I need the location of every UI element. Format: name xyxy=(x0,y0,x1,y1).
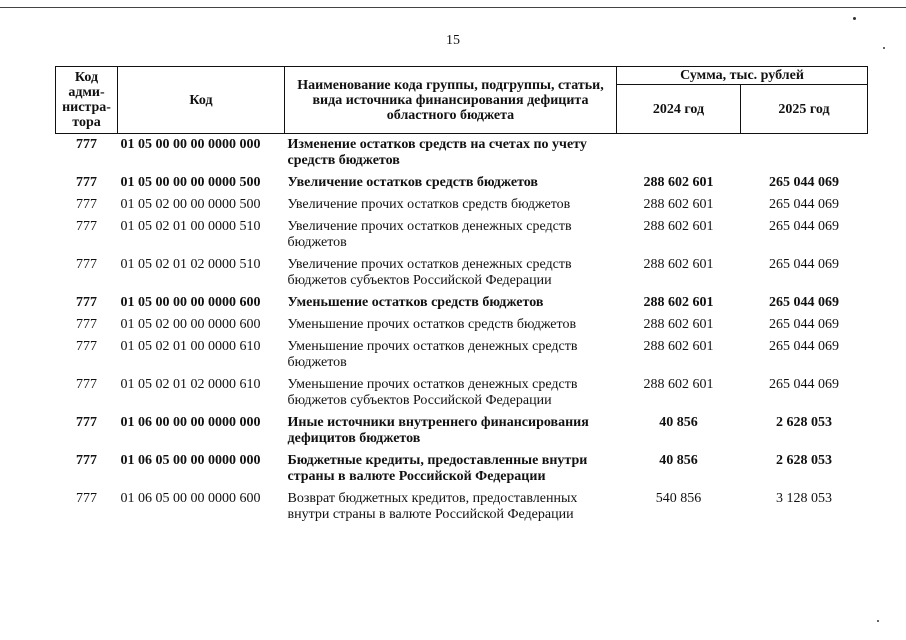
cell-admin-code: 777 xyxy=(76,257,97,272)
table-row xyxy=(56,488,868,526)
page-number: 15 xyxy=(446,33,460,48)
cell-2025: 265 044 069 xyxy=(769,257,839,272)
cell-name: Увеличение прочих остатков средств бюджетов xyxy=(287,197,571,212)
cell-admin-code: 777 xyxy=(76,197,97,212)
table-row xyxy=(56,292,868,314)
cell-2025: 265 044 069 xyxy=(769,295,839,310)
header-name: Наименование кода группы, подгруппы, статьи, вида источника финансирования дефицита областного бюджета xyxy=(285,67,617,134)
cell-code: 01 05 00 00 00 0000 500 xyxy=(120,175,261,190)
cell-2024: 40 856 xyxy=(659,453,698,468)
cell-name: Бюджетные кредиты, предоставленные внутри страны в валюте Российской Федерации xyxy=(287,453,588,484)
cell-code: 01 05 02 00 00 0000 500 xyxy=(120,197,261,212)
cell-2024: 288 602 601 xyxy=(643,219,714,234)
cell-admin-code: 777 xyxy=(76,137,97,152)
cell-admin-code: 777 xyxy=(76,219,97,234)
cell-code: 01 05 02 01 02 0000 510 xyxy=(120,257,261,272)
cell-2024: 288 602 601 xyxy=(643,317,714,332)
cell-admin-code: 777 xyxy=(76,295,97,310)
cell-2024: 288 602 601 xyxy=(643,257,714,272)
cell-admin-code: 777 xyxy=(76,377,97,392)
cell-2024 xyxy=(617,134,741,173)
table-row xyxy=(56,336,868,374)
scan-top-border xyxy=(0,7,906,8)
cell-code: 01 05 02 01 00 0000 510 xyxy=(120,219,261,234)
cell-name: Увеличение прочих остатков денежных средств бюджетов субъектов Российской Федерации xyxy=(287,257,572,288)
table-row xyxy=(56,194,868,216)
cell-code: 01 05 02 01 00 0000 610 xyxy=(120,339,261,354)
budget-sources-table xyxy=(55,66,868,526)
cell-code: 01 05 02 00 00 0000 600 xyxy=(120,317,261,332)
cell-name: Увеличение прочих остатков денежных средств бюджетов xyxy=(287,219,572,250)
table-row xyxy=(56,412,868,450)
cell-2025: 265 044 069 xyxy=(769,175,839,190)
table-row xyxy=(56,314,868,336)
scan-speck xyxy=(877,620,879,622)
cell-2025: 3 128 053 xyxy=(776,491,832,506)
cell-admin-code: 777 xyxy=(76,491,97,506)
table-row xyxy=(56,172,868,194)
header-year-2025: 2025 год xyxy=(741,85,868,134)
cell-admin-code: 777 xyxy=(76,317,97,332)
cell-2025: 265 044 069 xyxy=(769,317,839,332)
cell-name: Уменьшение остатков средств бюджетов xyxy=(287,295,544,310)
cell-2025: 2 628 053 xyxy=(776,453,832,468)
cell-admin-code: 777 xyxy=(76,415,97,430)
table-row xyxy=(56,216,868,254)
cell-name: Увеличение остатков средств бюджетов xyxy=(287,175,538,190)
table-row xyxy=(56,450,868,488)
cell-code: 01 06 05 00 00 0000 600 xyxy=(120,491,261,506)
cell-name: Уменьшение прочих остатков денежных средств бюджетов субъектов Российской Федерации xyxy=(287,377,578,408)
cell-2025: 265 044 069 xyxy=(769,197,839,212)
cell-2024: 40 856 xyxy=(659,415,698,430)
table-row xyxy=(56,254,868,292)
cell-code: 01 05 00 00 00 0000 000 xyxy=(120,137,261,152)
cell-name: Иные источники внутреннего финансирования дефицитов бюджетов xyxy=(287,415,589,446)
cell-2024: 288 602 601 xyxy=(643,175,714,190)
cell-2024: 288 602 601 xyxy=(643,377,714,392)
cell-name: Возврат бюджетных кредитов, предоставленных внутри страны в валюте Российской Федерации xyxy=(287,491,578,522)
cell-code: 01 05 02 01 02 0000 610 xyxy=(120,377,261,392)
table-row xyxy=(56,374,868,412)
header-admin-code: Код адми-нистра-тора xyxy=(56,67,118,134)
header-year-2024: 2024 год xyxy=(617,85,741,134)
cell-2025 xyxy=(741,134,868,173)
scan-speck xyxy=(853,17,856,20)
cell-admin-code: 777 xyxy=(76,175,97,190)
cell-2024: 288 602 601 xyxy=(643,339,714,354)
cell-admin-code: 777 xyxy=(76,339,97,354)
cell-code: 01 05 00 00 00 0000 600 xyxy=(120,295,261,310)
cell-code: 01 06 05 00 00 0000 000 xyxy=(120,453,261,468)
cell-2025: 2 628 053 xyxy=(776,415,832,430)
cell-name: Изменение остатков средств на счетах по учету средств бюджетов xyxy=(287,137,587,168)
cell-2025: 265 044 069 xyxy=(769,219,839,234)
cell-admin-code: 777 xyxy=(76,453,97,468)
table-header xyxy=(56,67,868,134)
cell-name: Уменьшение прочих остатков денежных средств бюджетов xyxy=(287,339,578,370)
cell-2024: 540 856 xyxy=(655,491,702,506)
cell-name: Уменьшение прочих остатков средств бюджетов xyxy=(287,317,577,332)
cell-code: 01 06 00 00 00 0000 000 xyxy=(120,415,261,430)
cell-2024: 288 602 601 xyxy=(643,295,714,310)
cell-2024: 288 602 601 xyxy=(643,197,714,212)
cell-2025: 265 044 069 xyxy=(769,377,839,392)
header-sum: Сумма, тыс. рублей xyxy=(617,67,868,85)
cell-2025: 265 044 069 xyxy=(769,339,839,354)
header-code: Код xyxy=(118,67,285,134)
table-row xyxy=(56,134,868,173)
